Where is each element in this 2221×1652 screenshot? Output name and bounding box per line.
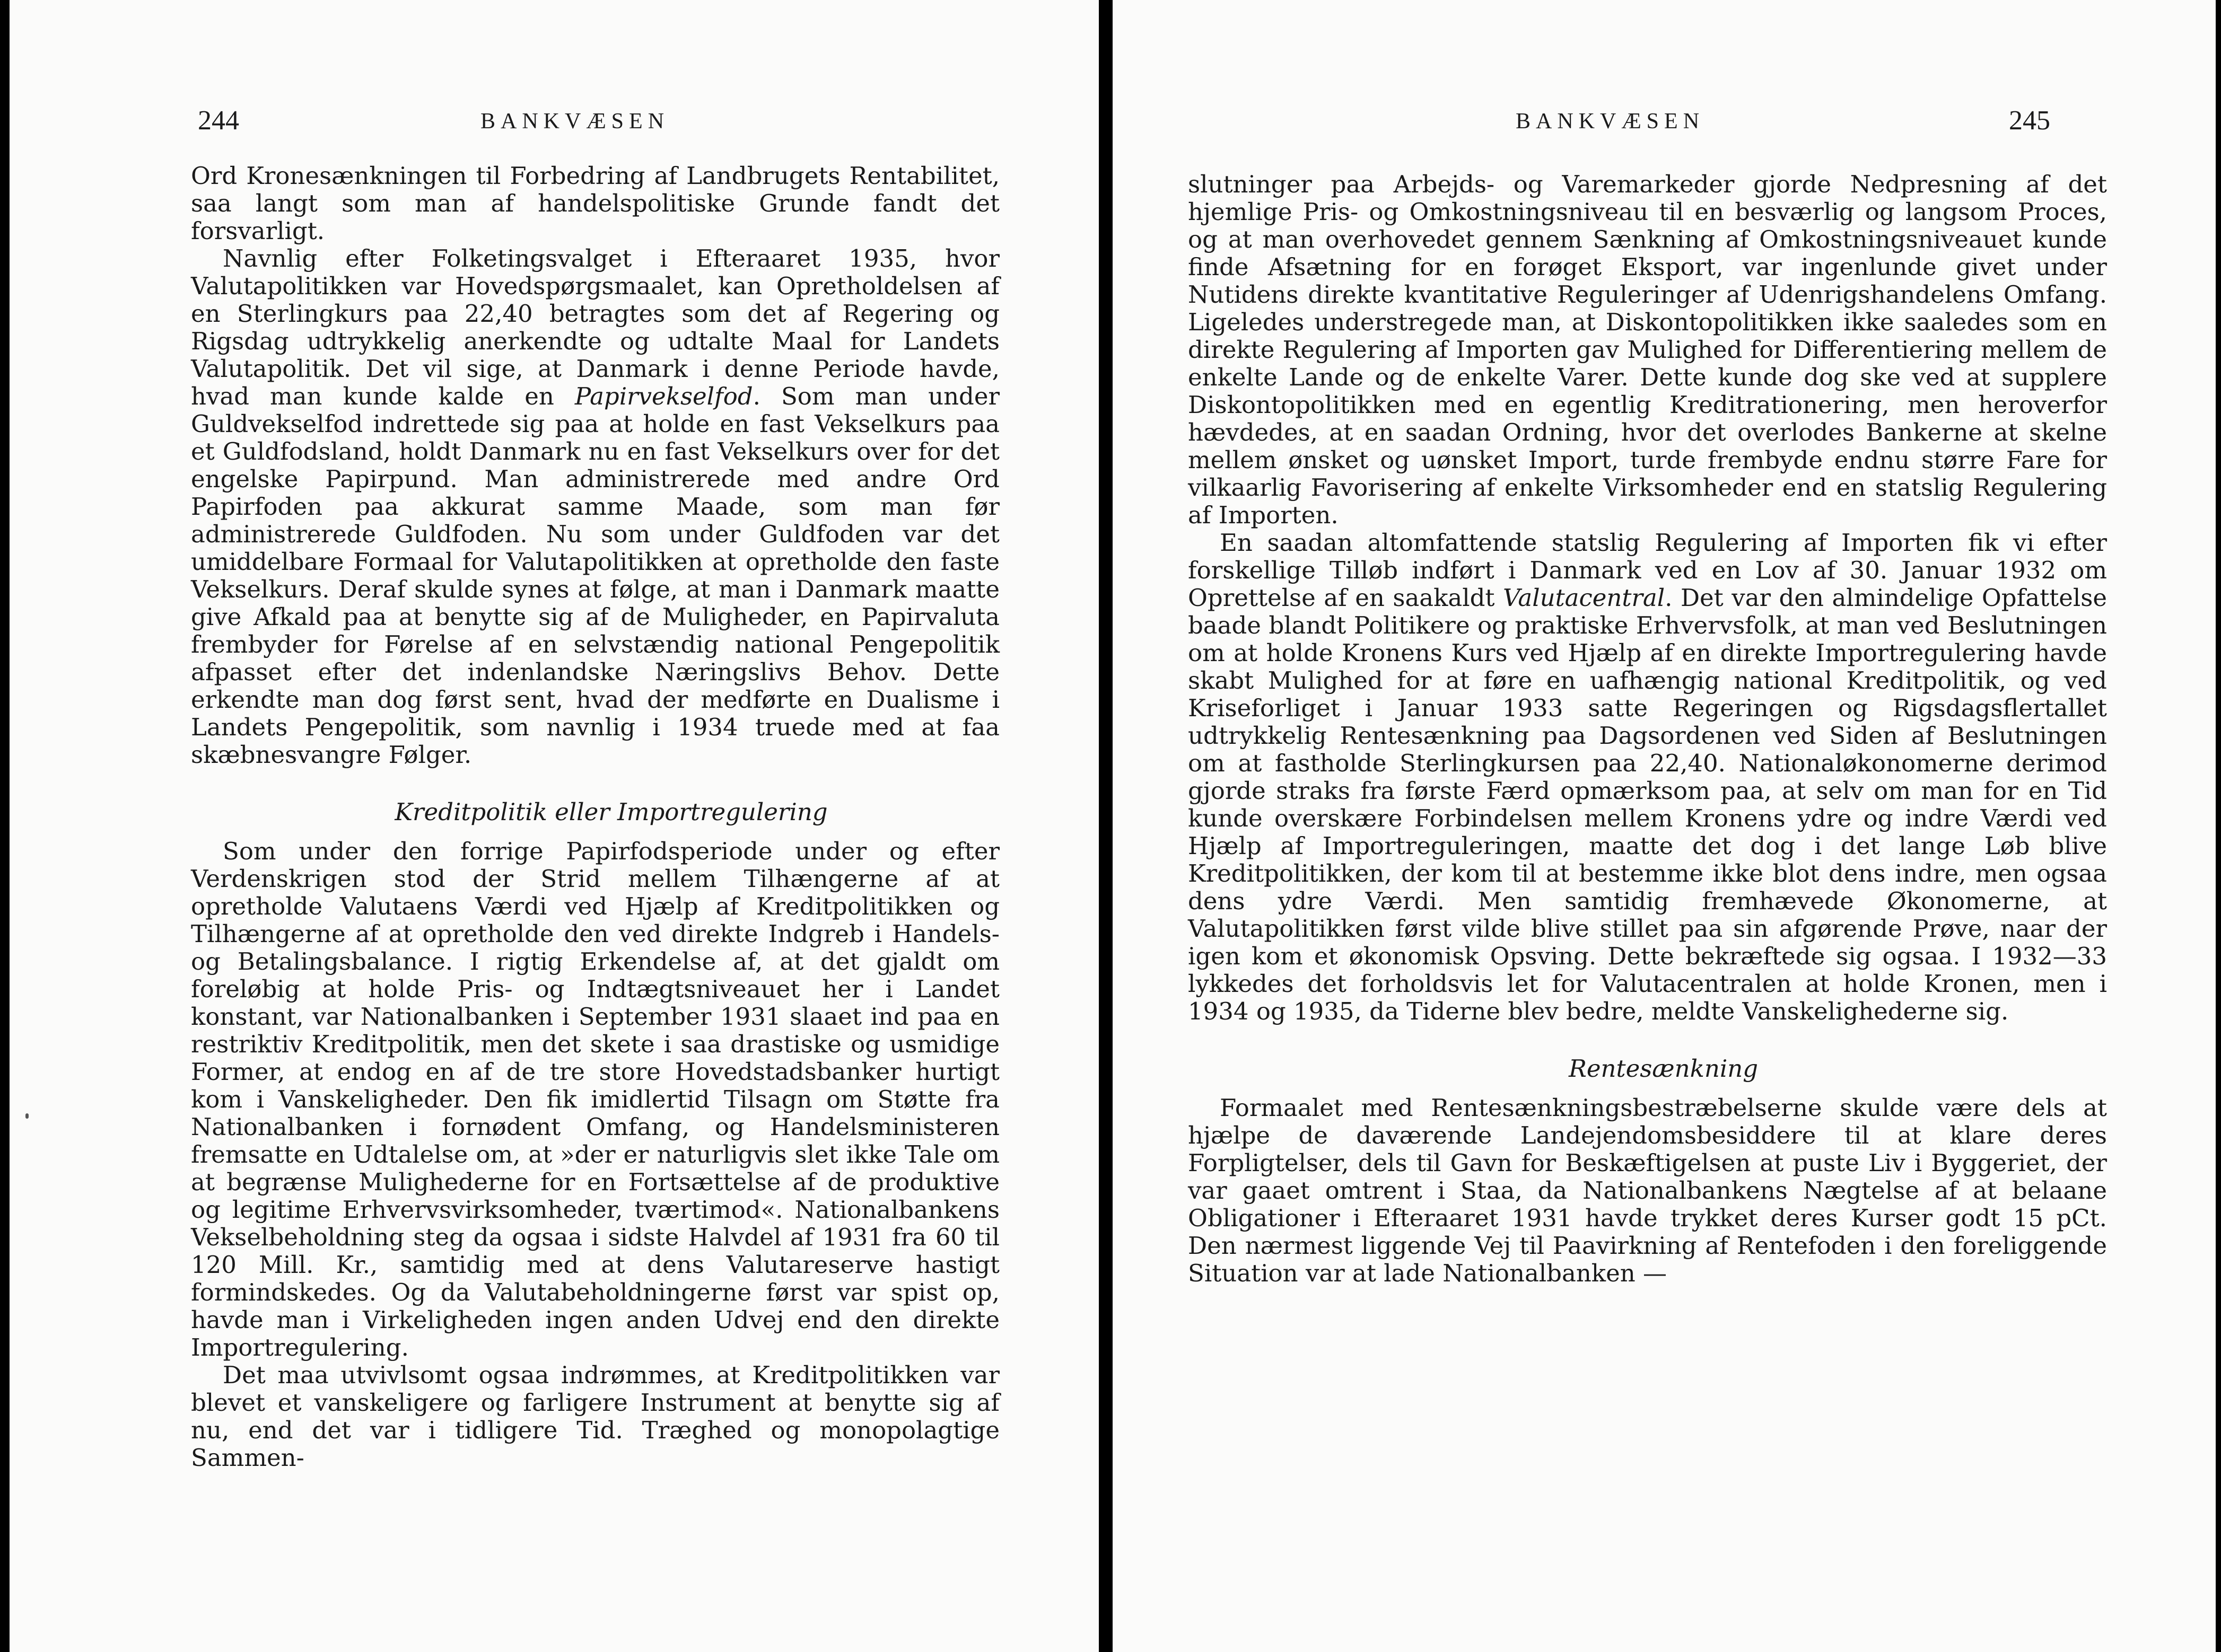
section-heading: Rentesænkning xyxy=(1568,1055,1758,1083)
emphasis: Papirvekselfod xyxy=(574,382,753,410)
paragraph: Navnlig efter Folketingsvalget i Efteraaret 1935, hvor Valutapolitikken var Hovedspørgsmaalet, kan Opretholdelsen af en Sterlingkurs paa 22,40 betragtes som det af Regering og Rigsdag udtrykkelig anerkendte og udtalte Maal for Landets Valutapolitik. Det vil sige, at Danmark i denne Periode havde, hvad man kunde kalde en Papirvekselfod. Som man under Guldvekselfod indrettede sig paa at holde en fast Vekselkurs paa et Guldfodsland, holdt Danmark nu en fast Vekselkurs over for det engelske Papirpund. Man administrerede med andre Ord Papirfoden paa akkurat samme Maade, som man før administrerede Guldfoden. Nu som under Guldfoden var det umiddelbare Formaal for Valutapolitikken at opretholde den faste Vekselkurs. Deraf skulde synes at følge, at man i Danmark maatte give Afkald paa at benytte sig af de Muligheder, en Papirvaluta frembyder for Førelse af en selvstændig national Pengepolitik afpasset efter det indenlandske Næringslivs Behov. Dette erkendte man dog først sent, hvad der medførte en Dualisme i Landets Pengepolitik, som navnlig i 1934 truede med at faa skæbnesvangre Følger. xyxy=(191,244,1000,769)
section-heading: Kreditpolitik eller Importregulering xyxy=(395,798,828,826)
text-block xyxy=(1188,171,2107,1287)
scan-speck xyxy=(25,1113,29,1119)
running-head: BANKVÆSEN xyxy=(480,109,670,134)
left-page xyxy=(10,0,1099,1652)
paragraph: Ord Kronesænkningen til Forbedring af Landbrugets Rentabilitet, saa langt som man af handelspolitiske Grunde fandt det forsvarligt. xyxy=(191,162,1000,245)
running-head: BANKVÆSEN xyxy=(1516,109,1705,134)
page-number: 244 xyxy=(198,106,239,136)
text-block xyxy=(191,162,1000,1472)
right-page xyxy=(1113,0,2216,1652)
emphasis: Valutacentral xyxy=(1503,584,1665,612)
paragraph: slutninger paa Arbejds- og Varemarkeder gjorde Nedpresning af det hjemlige Pris- og Omkostningsniveau til en besværlig og langsom Proces, og at man overhovedet gennem Sænkning af Omkostningsniveauet kunde finde Afsætning for en forøget Eksport, var ingenlunde givet under Nutidens direkte kvantitative Reguleringer af Udenrigshandelens Omfang. Ligeledes understregede man, at Diskontopolitikken ikke saaledes som en direkte Regulering af Importen gav Mulighed for Differentiering mellem de enkelte Lande og de enkelte Varer. Dette kunde dog ske ved at supplere Diskontopolitikken med en egentlig Kreditrationering, men heroverfor hævdedes, at en saadan Ordning, hvor det overlodes Bankerne at skelne mellem ønsket og uønsket Import, turde frembyde endnu større Fare for vilkaarlig Favorisering af enkelte Virksomheder end en statslig Regulering af Importen. xyxy=(1188,170,2107,529)
page-number: 245 xyxy=(2009,106,2050,136)
paragraph: Det maa utvivlsomt ogsaa indrømmes, at Kreditpolitikken var blevet et vanskeligere og farligere Instrument at benytte sig af nu, end det var i tidligere Tid. Træghed og monopolagtige Sammen- xyxy=(191,1361,1000,1472)
paragraph: Som under den forrige Papirfodsperiode under og efter Verdenskrigen stod der Strid mellem Tilhængerne af at opretholde Valutaens Værdi ved Hjælp af Kreditpolitikken og Tilhængerne af at opretholde den ved direkte Indgreb i Handels- og Betalingsbalance. I rigtig Erkendelse af, at det gjaldt om foreløbig at holde Pris- og Indtægtsniveauet her i Landet konstant, var Nationalbanken i September 1931 slaaet ind paa en restriktiv Kreditpolitik, men det skete i saa drastiske og usmidige Former, at endog en af de tre store Hovedstadsbanker hurtigt kom i Vanskeligheder. Den fik imidlertid Tilsagn om Støtte fra Nationalbanken i fornødent Omfang, og Handelsministeren fremsatte en Udtalelse om, at »der er naturligvis slet ikke Tale om at begrænse Mulighederne for en Fortsættelse af de produktive og legitime Erhvervsvirksomheder, tværtimod«. Nationalbankens Vekselbeholdning steg da ogsaa i sidste Halvdel af 1931 fra 60 til 120 Mill. Kr., samtidig med at dens Valutareserve hastigt formindskedes. Og da Valutabeholdningerne først var spist op, havde man i Virkeligheden ingen anden Udvej end den direkte Importregulering. xyxy=(191,837,1000,1361)
paragraph: Formaalet med Rentesænkningsbestræbelserne skulde være dels at hjælpe de daværende Landejendomsbesiddere til at klare deres Forpligtelser, dels til Gavn for Beskæftigelsen at puste Liv i Byggeriet, der var gaaet omtrent i Staa, da Nationalbankens Nægtelse af at belaane Obligationer i Efteraaret 1931 havde trykket deres Kurser godt 15 pCt. Den nærmest liggende Vej til Paavirkning af Rentefoden i den foreliggende Situation var at lade Nationalbanken — xyxy=(1188,1094,2107,1287)
paragraph: En saadan altomfattende statslig Regulering af Importen fik vi efter forskellige Tilløb indført i Danmark ved en Lov af 30. Januar 1932 om Oprettelse af en saakaldt Valutacentral. Det var den almindelige Opfattelse baade blandt Politikere og praktiske Erhvervsfolk, at man ved Beslutningen om at holde Kronens Kurs ved Hjælp af en direkte Importregulering havde skabt Mulighed for at føre en uafhængig national Kreditpolitik, og ved Kriseforliget i Januar 1933 satte Regeringen og Rigsdagsflertallet udtrykkelig Rentesænkning paa Dagsordenen ved Siden af Beslutningen om at fastholde Sterlingkursen paa 22,40. Nationaløkonomerne derimod gjorde straks fra første Færd opmærksom paa, at selv om man for en Tid kunde overskære Forbindelsen mellem Kronens ydre og indre Værdi ved Hjælp af Importreguleringen, maatte det dog i det lange Løb blive Kreditpolitikken, der kom til at bestemme ikke blot dens indre, men ogsaa dens ydre Værdi. Men samtidig fremhævede Økonomerne, at Valutapolitikken først vilde blive stillet paa sin afgørende Prøve, naar der igen kom et økonomisk Opsving. Dette bekræftede sig ogsaa. I 1932—33 lykkedes det forholdsvis let for Valutacentralen at holde Kronen, men i 1934 og 1935, da Tiderne blev bedre, meldte Vanskelighederne sig. xyxy=(1188,529,2108,1025)
